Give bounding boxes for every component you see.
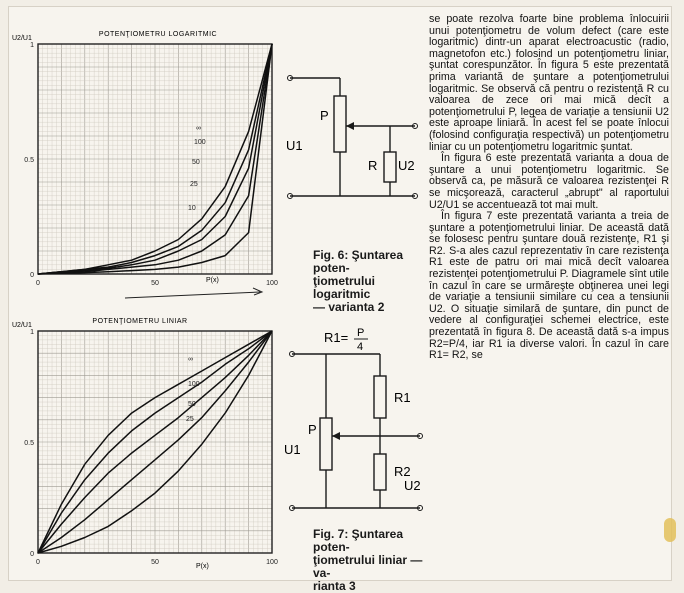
caption-line: Fig. 6: Şuntarea poten- xyxy=(313,248,404,275)
label-u1: U1 xyxy=(284,442,301,457)
y-tick-label: 0 xyxy=(30,551,34,558)
magazine-page xyxy=(8,6,672,593)
fig7-schematic xyxy=(280,324,430,524)
curve-labels xyxy=(186,356,200,423)
curve-label: 50 xyxy=(192,159,200,166)
y-axis-label: U2/U1 xyxy=(12,322,32,329)
label-r1-eq: R1= xyxy=(324,330,349,345)
curve-label: 25 xyxy=(190,181,198,188)
y-tick-label: 1 xyxy=(30,42,34,49)
fig6-caption xyxy=(313,249,428,314)
curve-label: 100 xyxy=(188,381,200,388)
resistor-r2 xyxy=(374,454,386,490)
label-r2: R2 xyxy=(394,464,411,479)
curve-label: 25 xyxy=(186,416,194,423)
chart-title: POTENŢIOMETRU LOGARITMIC xyxy=(98,31,218,38)
y-tick-label: 1 xyxy=(30,329,34,336)
label-u2: U2 xyxy=(404,478,421,493)
curve-label: ∞ xyxy=(188,356,193,363)
label-frac-den: 4 xyxy=(357,341,364,353)
paragraph: În figura 6 este prezentată varianta a doua de şuntare a unui potenţiometru logaritmic. Se observă ca, pe măsură ce valoarea rezistenţei R se micşorează, caracterul „abrupt" al raportului U2/U1 se accentuează tot mai mult. xyxy=(429,152,669,211)
curve-labels xyxy=(188,125,206,212)
label-p: P xyxy=(308,422,317,437)
curve-label: 100 xyxy=(194,139,206,146)
paragraph: se poate rezolva foarte bine problema înlocuirii unui potenţiometru de volum defect (care este logaritmic) dintr-un aparat electroacustic (radio, magnetofon etc.) folosind un potenţiometru liniar, şuntat corespunzător. În figura 5 este prezentată prima variantă de şuntare a potenţiometrului logaritmic. Se observă că pentru o rezistenţă R cu valoarea de zece ori mai mică decît a potenţiometrului P, legea de variaţie a tensiunii U2 este aproape liniară. În acest fel se poate înlocui (folosind configuraţia respectivă) un potenţiometru liniar cu un potenţiometru logaritmic şuntat. xyxy=(429,14,669,153)
y-tick-label: 0 xyxy=(30,272,34,279)
grid xyxy=(38,331,272,553)
label-r: R xyxy=(368,158,378,173)
label-u1: U1 xyxy=(286,138,303,153)
resistor-r xyxy=(384,152,396,182)
chart-logarithmic-potentiometer xyxy=(10,24,280,302)
chart-title: POTENŢIOMETRU LINIAR xyxy=(92,318,188,325)
x-direction-arrow xyxy=(125,292,260,298)
caption-line: ţiometrului logaritmic xyxy=(313,274,375,301)
x-tick-label: 0 xyxy=(36,280,40,287)
caption-line: ţiometrului liniar — va- xyxy=(313,553,423,580)
paragraph: În figura 7 este prezentată varianta a treia de şuntare a potenţiometrului liniar. De această dată se folosesc pentru şuntare două rezistenţe, R1 şi R2. S-a ales cazul reprezentativ în care rezistenţa R1 este de patru ori mai mică decît valoarea rezistenţei potenţiometrului P. Diagramele sînt utile în cazul în care se urmăreşte obţinerea unei legi de variaţie a tensiunii similare cu cea a tensiunii U2. O situaţie similară de şuntare, din punct de vedere al configuraţiei schemei electrice, este prezentată în figura 8. De această dată s-a impus R2=P/4, iar R1 ia diverse valori. În cazul în care R1= R2, se xyxy=(429,210,669,362)
tick-labels xyxy=(24,42,278,287)
x-tick-label: 50 xyxy=(151,559,159,566)
x-tick-label: 100 xyxy=(266,559,278,566)
x-tick-label: 0 xyxy=(36,559,40,566)
x-tick-label: 100 xyxy=(266,280,278,287)
caption-line: — varianta 2 xyxy=(313,300,385,314)
wiper-arrow-icon xyxy=(332,432,340,440)
article-text xyxy=(429,14,669,580)
label-u2: U2 xyxy=(398,158,415,173)
fig7-caption xyxy=(313,528,431,593)
potentiometer-p xyxy=(334,96,346,152)
chart-linear-potentiometer xyxy=(10,311,280,579)
fig6-schematic xyxy=(280,56,420,216)
label-r1: R1 xyxy=(394,390,411,405)
curve-label: ∞ xyxy=(196,125,201,132)
label-frac-num: P xyxy=(357,327,365,339)
fig7-circuit xyxy=(280,324,430,524)
y-tick-label: 0.5 xyxy=(24,157,34,164)
arrowhead-icon xyxy=(253,288,262,295)
wiper-arrow-icon xyxy=(346,122,354,130)
y-axis-label: U2/U1 xyxy=(12,35,32,42)
caption-line: rianta 3 xyxy=(313,579,356,593)
curve-label: 50 xyxy=(188,401,196,408)
y-tick-label: 0.5 xyxy=(24,440,34,447)
curve-label: 10 xyxy=(188,205,196,212)
x-axis-label: P(x) xyxy=(206,277,219,284)
label-p: P xyxy=(320,108,329,123)
potentiometer-p xyxy=(320,418,332,470)
chart-lin-svg xyxy=(10,311,280,579)
caption-line: Fig. 7: Şuntarea poten- xyxy=(313,527,404,554)
x-tick-label: 50 xyxy=(151,280,159,287)
x-axis-label: P(x) xyxy=(196,563,209,570)
chart-log-svg xyxy=(10,24,280,302)
fig6-circuit xyxy=(280,56,420,216)
resistor-r1 xyxy=(374,376,386,418)
thumb-mark xyxy=(664,518,676,542)
